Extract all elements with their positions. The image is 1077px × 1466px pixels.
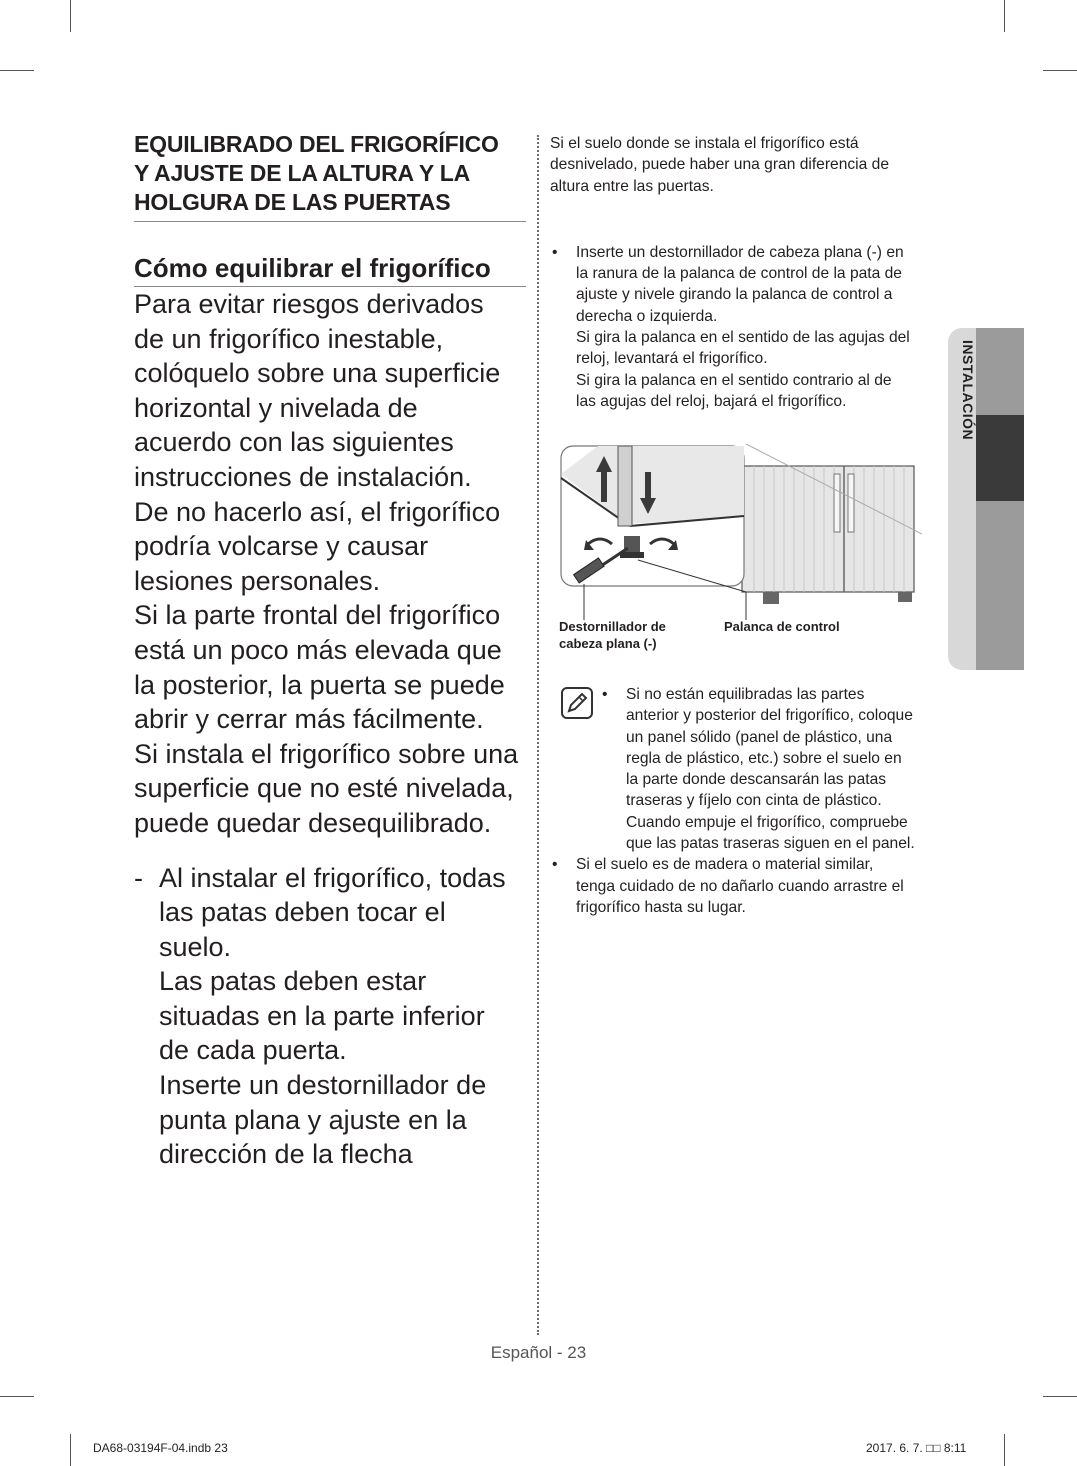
dash-line: suelo.	[159, 931, 232, 962]
screwdriver-label	[559, 618, 666, 652]
subsection-title: Cómo equilibrar el frigorífico	[134, 252, 526, 287]
section-title-line: HOLGURA DE LAS PUERTAS	[134, 189, 451, 215]
bullet-item	[550, 854, 945, 918]
column-divider	[537, 135, 539, 1335]
dash-line: las patas deben tocar el	[159, 897, 446, 928]
bullet-marker: •	[552, 243, 558, 261]
zoom-callout	[561, 446, 744, 586]
bullet-line: las agujas del reloj, bajará el frigorífico.	[576, 392, 847, 410]
section-title-line: Y AJUSTE DE LA ALTURA Y LA	[134, 160, 471, 186]
dash-line: Las patas deben estar	[159, 966, 427, 997]
dash-line: situadas en la parte inferior	[159, 1000, 485, 1031]
intro-line: acuerdo con las siguientes	[134, 427, 454, 458]
note-line: traseras y fíjelo con cinta de plástico.	[626, 792, 882, 810]
lever-label: Palanca de control	[724, 619, 840, 634]
right-intro-line: altura entre las puertas.	[550, 177, 714, 195]
bullet-line: Inserte un destornillador de cabeza plana (-) en	[576, 243, 904, 261]
section-title-line: EQUILIBRADO DEL FRIGORÍFICO	[134, 131, 499, 157]
intro-line: está un poco más elevada que	[134, 634, 502, 665]
side-tab-label: INSTALACIÓN	[960, 340, 976, 441]
crop-mark	[1004, 1434, 1005, 1466]
intro-line: abrir y cerrar más fácilmente.	[134, 704, 484, 735]
page-number: Español - 23	[490, 1343, 587, 1362]
intro-line: superficie que no esté nivelada,	[134, 773, 514, 804]
dash-marker: -	[134, 862, 143, 893]
note-pencil-icon	[560, 686, 594, 720]
bullet-line: Si gira la palanca en el sentido contrario al de	[576, 371, 892, 389]
intro-line: lesiones personales.	[134, 565, 381, 596]
note-bullet-item	[600, 684, 945, 854]
print-file-info: DA68-03194F-04.indb 23	[93, 1441, 228, 1455]
intro-line: horizontal y nivelada de	[134, 392, 418, 423]
right-intro	[550, 133, 944, 197]
intro-line: de un frigorífico inestable,	[134, 323, 444, 354]
intro-line: De no hacerlo así, el frigorífico	[134, 496, 501, 527]
note-line: Si no están equilibradas las partes	[626, 686, 865, 703]
bullet-line: frigorífico hasta su lugar.	[576, 898, 746, 916]
note-line: regla de plástico, etc.) sobre el suelo en	[626, 749, 902, 767]
crop-mark	[0, 1396, 34, 1397]
dash-line: Al instalar el frigorífico, todas	[159, 862, 506, 893]
intro-line: Si la parte frontal del frigorífico	[134, 600, 501, 631]
crop-mark	[70, 1434, 71, 1466]
bullet-item	[550, 242, 944, 412]
right-intro-line: desnivelado, puede haber una gran diferencia de	[550, 156, 889, 174]
intro-line: colóquelo sobre una superficie	[134, 358, 501, 389]
side-tab-segment	[976, 501, 1024, 670]
intro-line: la posterior, la puerta se puede	[134, 669, 505, 700]
intro-line: Si instala el frigorífico sobre una	[134, 738, 519, 769]
dash-line: punta plana y ajuste en la	[159, 1104, 467, 1135]
crop-mark	[1043, 1396, 1077, 1397]
note-section	[552, 684, 945, 918]
right-intro-line: Si el suelo donde se instala el frigorífico está	[550, 135, 859, 152]
side-tab-segment	[976, 328, 1024, 415]
bullet-line: la ranura de la palanca de control de la pata de	[576, 265, 902, 283]
note-line: que las patas traseras siguen en el panel.	[626, 835, 915, 853]
bullet-line: reloj, levantará el frigorífico.	[576, 350, 768, 368]
print-date-info: 2017. 6. 7. □□ 8:11	[866, 1441, 967, 1455]
crop-mark	[1004, 0, 1005, 32]
fridge-front-view	[742, 466, 914, 604]
intro-paragraph	[134, 287, 526, 841]
side-tab-active-segment	[976, 415, 1024, 501]
crop-mark	[70, 0, 71, 32]
leveling-figure	[558, 444, 922, 662]
note-line: un panel sólido (panel de plástico, una	[626, 728, 893, 746]
bullet-line: Si gira la palanca en el sentido de las agujas del	[576, 329, 910, 347]
right-column	[550, 133, 944, 412]
crop-mark	[0, 70, 34, 71]
bullet-line: derecha o izquierda.	[576, 307, 718, 325]
intro-line: Para evitar riesgos derivados	[134, 289, 484, 319]
note-line: anterior y posterior del frigorífico, coloque	[626, 707, 913, 725]
dash-line: dirección de la flecha	[159, 1139, 413, 1170]
note-line: la parte donde descansarán las patas	[626, 771, 887, 789]
dash-list-item	[134, 861, 526, 1172]
section-title	[134, 130, 526, 222]
bullet-line: tenga cuidado de no dañarlo cuando arrastre el	[576, 877, 904, 895]
bullet-marker: •	[552, 856, 558, 874]
bullet-line: Si el suelo es de madera o material similar,	[576, 856, 874, 874]
bullet-marker: •	[602, 686, 608, 703]
note-line: Cuando empuje el frigorífico, compruebe	[626, 813, 908, 831]
crop-mark	[1043, 70, 1077, 71]
intro-line: puede quedar desequilibrado.	[134, 807, 492, 838]
left-column	[134, 130, 526, 1172]
screwdriver-label-line: Destornillador de	[559, 619, 666, 634]
dash-line: Inserte un destornillador de	[159, 1070, 487, 1101]
intro-line: podría volcarse y causar	[134, 531, 429, 562]
bullet-line: ajuste y nivele girando la palanca de control a	[576, 286, 893, 304]
intro-line: instrucciones de instalación.	[134, 461, 472, 492]
screwdriver-label-line: cabeza plana (-)	[559, 636, 657, 651]
dash-line: de cada puerta.	[159, 1035, 347, 1066]
